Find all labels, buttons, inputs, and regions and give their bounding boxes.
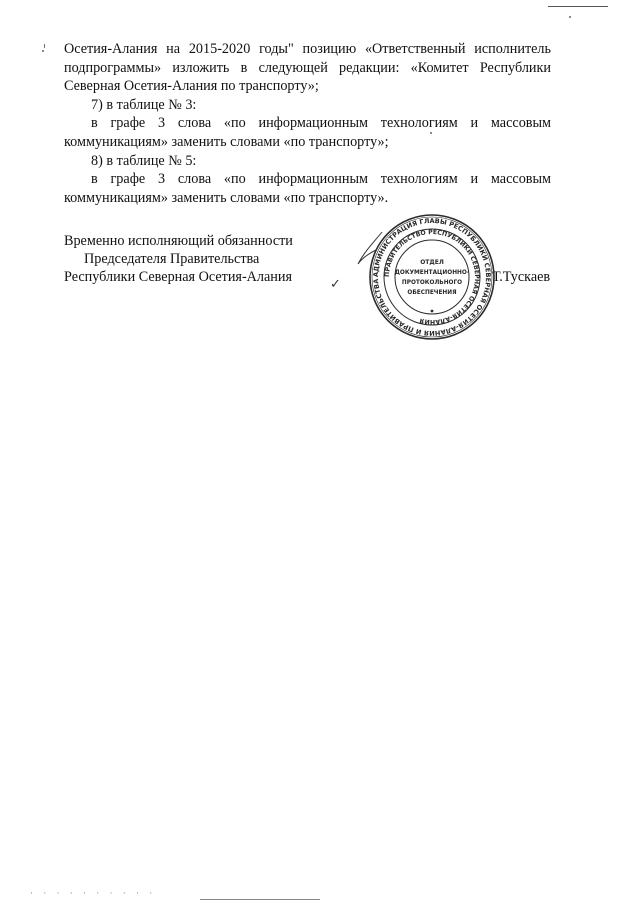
stamp-center-line-1: ОТДЕЛ (420, 259, 444, 266)
pen-mark: ✓ (330, 276, 341, 291)
stamp-dot (431, 310, 434, 313)
scan-mark (42, 50, 44, 52)
official-stamp (368, 213, 496, 341)
signatory-title-line-2: Председателя Правительства (84, 251, 260, 267)
paragraph-line: коммуникациям» заменить словами «по транспорту». (64, 189, 389, 206)
scan-artifact-top-line (548, 6, 608, 7)
signatory-title-line-3: Республики Северная Осетия-Алания (64, 269, 293, 285)
signatory-title-line-1: Временно исполняющий обязанности (64, 233, 293, 249)
list-item-7: 7) в таблице № 3: (91, 96, 197, 113)
paragraph-line: в графе 3 слова «по информационным технологиям и массовым (91, 171, 551, 188)
stamp-outer-ring-text: АДМИНИСТРАЦИЯ ГЛАВЫ РЕСПУБЛИКИ СЕВЕРНАЯ ОСЕТИЯ-АЛАНИЯ И ПРАВИТЕЛЬСТВА (371, 216, 493, 338)
signatory-name: Т.Тускаев (492, 269, 551, 285)
document-body (64, 40, 551, 207)
stamp-center-line-4: ОБЕСПЕЧЕНИЯ (407, 290, 457, 296)
paragraph-line: подпрограммы» изложить в следующей редакции: «Комитет Республики (64, 59, 551, 76)
scan-mark (44, 44, 45, 48)
paragraph-line: Северная Осетия-Алания по транспорту»; (64, 78, 319, 95)
scan-artifact-dots: · · · · · · · · · · (30, 888, 157, 898)
scan-mark (569, 16, 571, 18)
stamp-center-line-2: ДОКУМЕНТАЦИОННО- (394, 270, 470, 276)
stamp-center-line-3: ПРОТОКОЛЬНОГО (401, 280, 463, 286)
paragraph-line: коммуникациям» заменить словами «по транспорту»; (64, 133, 389, 150)
stamp-inner-ring-text: ПРАВИТЕЛЬСТВО РЕСПУБЛИКИ СЕВЕРНАЯ ОСЕТИЯ-АЛАНИЯ (383, 228, 481, 326)
scan-artifact-bottom-line (200, 899, 320, 900)
paragraph-line: Осетия-Алания на 2015-2020 годы" позицию «Ответственный исполнитель (64, 41, 551, 57)
list-item-8: 8) в таблице № 5: (91, 152, 197, 169)
paragraph-line: в графе 3 слова «по информационным технологиям и массовым (91, 115, 551, 132)
